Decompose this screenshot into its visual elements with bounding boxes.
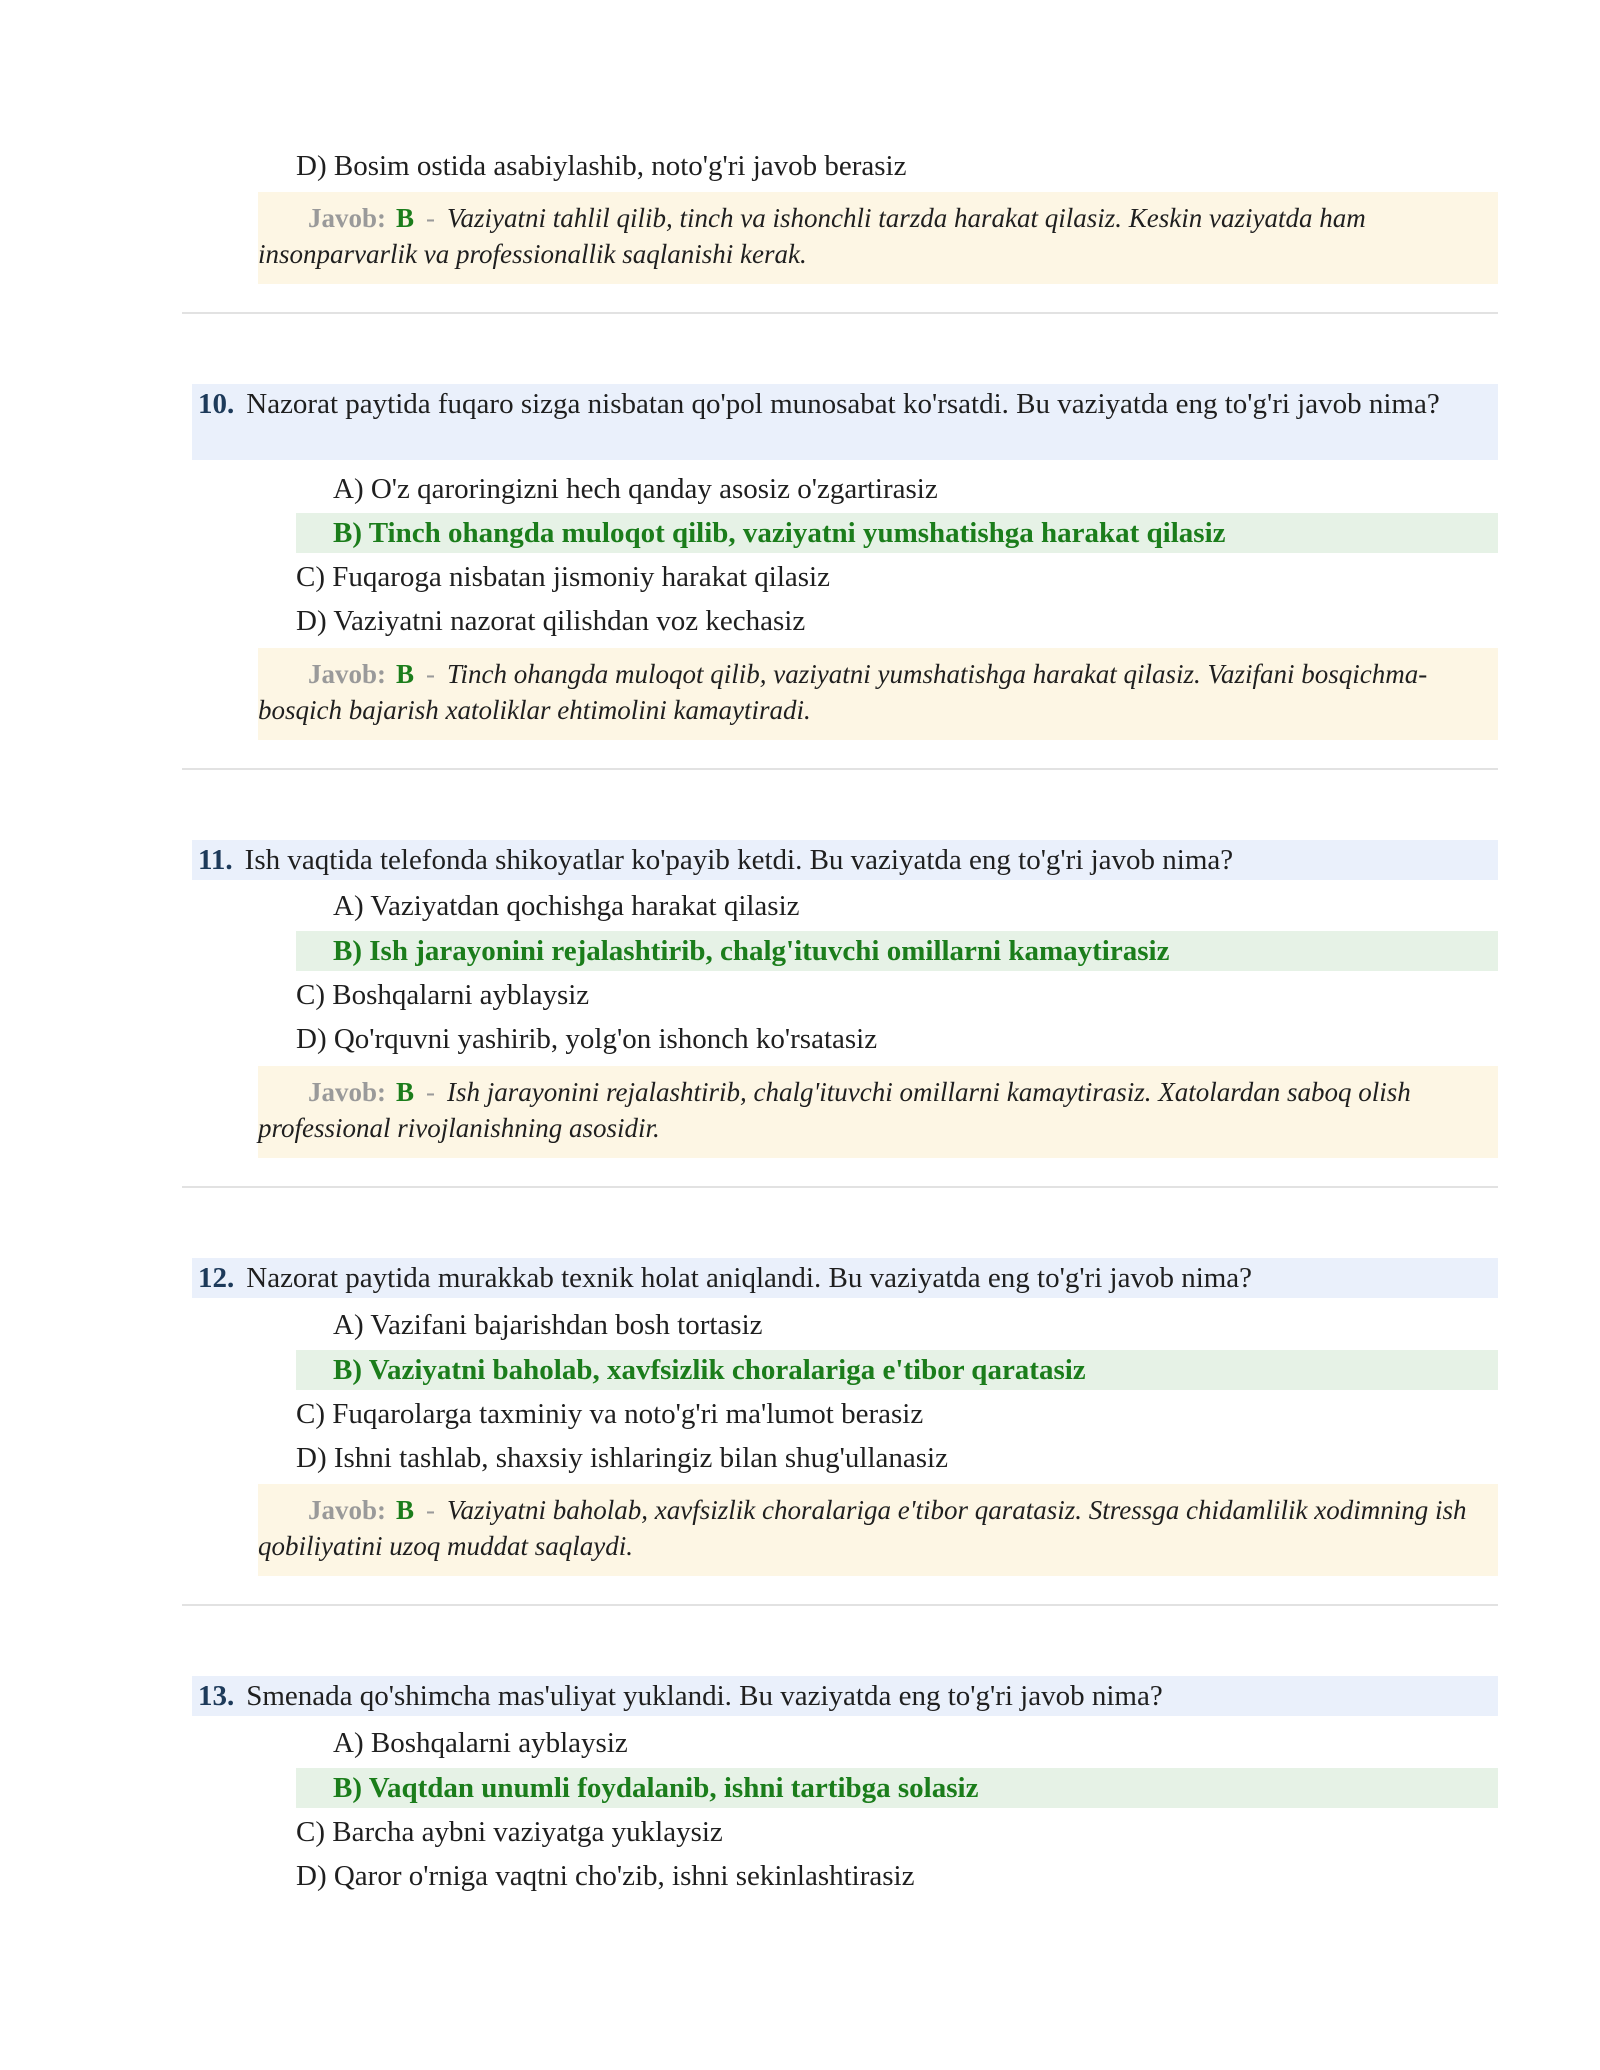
answer-label: Javob:	[308, 1077, 387, 1107]
question-text: Nazorat paytida fuqaro sizga nisbatan qo'pol munosabat ko'rsatdi. Bu vaziyatda eng to'g'ri javob nima?	[246, 388, 1440, 420]
q9-option-d: D) Bosim ostida asabiylashib, noto'g'ri javob berasiz	[296, 150, 907, 182]
q12-option-c[interactable]: C) Fuqarolarga taxminiy va noto'g'ri ma'lumot berasiz	[296, 1398, 924, 1430]
divider	[182, 312, 1498, 314]
answer-letter: B	[396, 203, 415, 233]
answer-explanation: Vaziyatni baholab, xavfsizlik choralariga e'tibor qaratasiz. Stressga chidamlilik xodimning ish qobiliyatini uzoq muddat saqlaydi.	[258, 1495, 1467, 1561]
q12-option-d[interactable]: D) Ishni tashlab, shaxsiy ishlaringiz bilan shug'ullanasiz	[296, 1442, 948, 1474]
question-10	[182, 384, 1498, 424]
answer-letter: B	[396, 659, 415, 689]
answer-letter: B	[396, 1077, 415, 1107]
answer-explanation: Tinch ohangda muloqot qilib, vaziyatni yumshatishga harakat qilasiz. Vazifani bosqichma-bosqich bajarish xatoliklar ehtimolini kamaytiradi.	[258, 659, 1428, 725]
q10-answer-box	[258, 648, 1498, 740]
question-text: Nazorat paytida murakkab texnik holat aniqlandi. Bu vaziyatda eng to'g'ri javob nima?	[246, 1262, 1253, 1294]
q10-option-c[interactable]: C) Fuqaroga nisbatan jismoniy harakat qilasiz	[296, 561, 830, 593]
answer-dash: -	[426, 1077, 436, 1107]
q9-answer-box	[258, 192, 1498, 284]
q11-option-b-correct[interactable]: B) Ish jarayonini rejalashtirib, chalg'ituvchi omillarni kamaytirasiz	[296, 931, 1498, 971]
question-13	[182, 1676, 1498, 1716]
q12-option-a[interactable]: A) Vazifani bajarishdan bosh tortasiz	[333, 1309, 763, 1341]
question-number: 12.	[198, 1262, 235, 1294]
question-text: Ish vaqtida telefonda shikoyatlar ko'payib ketdi. Bu vaziyatda eng to'g'ri javob nima?	[244, 844, 1234, 876]
question-12	[182, 1258, 1498, 1298]
question-number: 13.	[198, 1680, 235, 1712]
question-number: 10.	[198, 388, 235, 420]
q11-option-d[interactable]: D) Qo'rquvni yashirib, yolg'on ishonch ko'rsatasiz	[296, 1023, 878, 1055]
q11-answer-box	[258, 1066, 1498, 1158]
answer-explanation: Ish jarayonini rejalashtirib, chalg'ituvchi omillarni kamaytirasiz. Xatolardan saboq olish professional rivojlanishning asosidir.	[258, 1077, 1411, 1143]
answer-label: Javob:	[308, 203, 387, 233]
q10-option-d[interactable]: D) Vaziyatni nazorat qilishdan voz kechasiz	[296, 605, 806, 637]
answer-explanation: Vaziyatni tahlil qilib, tinch va ishonchli tarzda harakat qilasiz. Keskin vaziyatda ham insonparvarlik va professionallik saqlanishi kerak.	[258, 203, 1366, 269]
answer-dash: -	[426, 203, 436, 233]
q13-option-d[interactable]: D) Qaror o'rniga vaqtni cho'zib, ishni sekinlashtirasiz	[296, 1860, 915, 1892]
answer-letter: B	[396, 1495, 415, 1525]
question-number: 11.	[198, 844, 233, 876]
answer-label: Javob:	[308, 1495, 387, 1525]
q12-option-b-correct[interactable]: B) Vaziyatni baholab, xavfsizlik choralariga e'tibor qaratasiz	[296, 1350, 1498, 1390]
divider	[182, 1186, 1498, 1188]
q12-answer-box	[258, 1484, 1498, 1576]
q11-option-a[interactable]: A) Vaziyatdan qochishga harakat qilasiz	[333, 890, 800, 922]
q13-option-c[interactable]: C) Barcha aybni vaziyatga yuklaysiz	[296, 1816, 723, 1848]
answer-label: Javob:	[308, 659, 387, 689]
divider	[182, 768, 1498, 770]
q13-option-b-correct[interactable]: B) Vaqtdan unumli foydalanib, ishni tartibga solasiz	[296, 1768, 1498, 1808]
q13-option-a[interactable]: A) Boshqalarni ayblaysiz	[333, 1727, 628, 1759]
divider	[182, 1604, 1498, 1606]
q10-option-a[interactable]: A) O'z qaroringizni hech qanday asosiz o'zgartirasiz	[333, 473, 938, 505]
q11-option-c[interactable]: C) Boshqalarni ayblaysiz	[296, 979, 590, 1011]
answer-dash: -	[426, 659, 436, 689]
question-11	[182, 840, 1498, 880]
question-text: Smenada qo'shimcha mas'uliyat yuklandi. Bu vaziyatda eng to'g'ri javob nima?	[246, 1680, 1163, 1712]
answer-dash: -	[426, 1495, 436, 1525]
q10-option-b-correct[interactable]: B) Tinch ohangda muloqot qilib, vaziyatni yumshatishga harakat qilasiz	[296, 513, 1498, 553]
